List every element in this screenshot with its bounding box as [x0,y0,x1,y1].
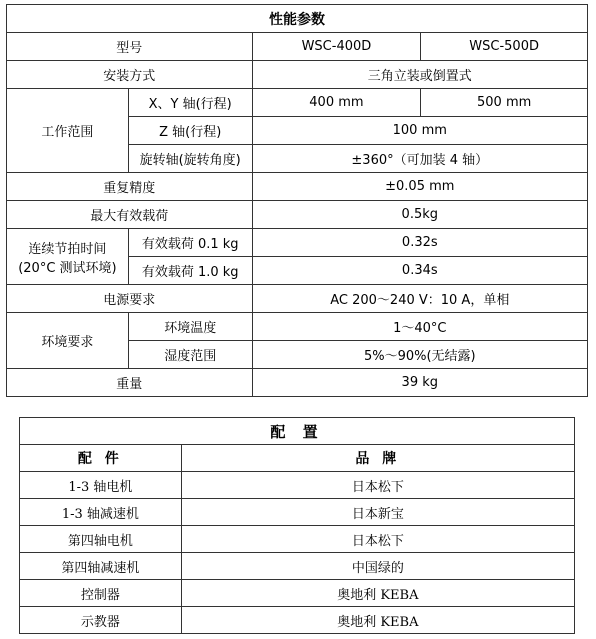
rot-value: ±360°（可加装 4 轴） [252,145,587,173]
cycle-label [7,229,129,285]
weight-value: 39 kg [252,369,587,397]
xy-b: 500 mm [421,89,588,117]
cycle1-label: 有效载荷 0.1 kg [128,229,252,257]
hum-value: 5%～90%(无结露) [252,341,587,369]
env-label: 环境要求 [7,313,129,369]
brand-cell: 奥地利 KEBA [181,607,574,634]
cycle-label-line2: (20°C 测试环境) [18,260,117,276]
config-col-part: 配 件 [20,445,182,472]
table-row [20,580,575,607]
hum-label: 湿度范围 [128,341,252,369]
brand-cell: 日本松下 [181,526,574,553]
cycle2-label: 有效载荷 1.0 kg [128,257,252,285]
range-label: 工作范围 [7,89,129,173]
part-cell: 1-3 轴减速机 [20,499,182,526]
part-cell: 控制器 [20,580,182,607]
install-value: 三角立装或倒置式 [252,61,587,89]
brand-cell: 日本新宝 [181,499,574,526]
cycle1-value: 0.32s [252,229,587,257]
config-title: 配 置 [20,418,575,445]
install-label: 安装方式 [7,61,253,89]
repeat-label: 重复精度 [7,173,253,201]
part-cell: 示教器 [20,607,182,634]
model-b: WSC-500D [421,33,588,61]
brand-cell: 日本松下 [181,472,574,499]
table-row [20,607,575,634]
xy-a: 400 mm [252,89,421,117]
brand-cell: 中国绿的 [181,553,574,580]
xy-label: X、Y 轴(行程) [128,89,252,117]
z-value: 100 mm [252,117,587,145]
part-cell: 1-3 轴电机 [20,472,182,499]
config-col-brand: 品 牌 [181,445,574,472]
model-a: WSC-400D [252,33,421,61]
spec-title: 性能参数 [7,5,588,33]
temp-label: 环境温度 [128,313,252,341]
payload-value: 0.5kg [252,201,587,229]
brand-cell: 奥地利 KEBA [181,580,574,607]
payload-label: 最大有效载荷 [7,201,253,229]
table-row [20,526,575,553]
rot-label: 旋转轴(旋转角度) [128,145,252,173]
part-cell: 第四轴电机 [20,526,182,553]
table-row [20,553,575,580]
part-cell: 第四轴减速机 [20,553,182,580]
config-table [19,417,575,634]
z-label: Z 轴(行程) [128,117,252,145]
power-label: 电源要求 [7,285,253,313]
spec-table [6,4,588,397]
weight-label: 重量 [7,369,253,397]
cycle2-value: 0.34s [252,257,587,285]
temp-value: 1～40°C [252,313,587,341]
model-label: 型号 [7,33,253,61]
cycle-label-line1: 连续节拍时间 [28,241,107,257]
power-value: AC 200～240 V：10 A，单相 [252,285,587,313]
table-row [20,499,575,526]
repeat-value: ±0.05 mm [252,173,587,201]
table-row [20,472,575,499]
